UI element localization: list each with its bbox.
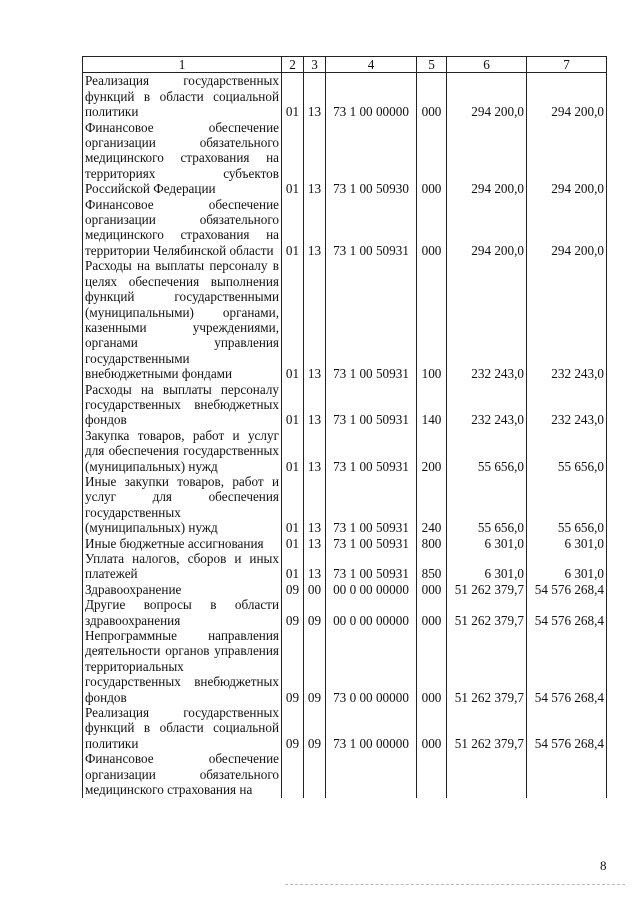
amount-column-7: 54 576 268,4 [527,628,607,705]
column-header: 5 [417,57,447,73]
column-header: 2 [282,57,304,73]
row-description: Здравоохранение [83,582,282,597]
target-article-code: 73 1 00 50931 [326,197,417,259]
section-code: 09 [282,705,304,751]
row-description: Реализация государственных функций в области социальной политики [83,705,282,751]
section-code: 01 [282,428,304,474]
table-row [83,551,607,582]
target-article-code: 73 1 00 50931 [326,474,417,536]
column-header: 3 [304,57,326,73]
table-row [83,628,607,705]
amount-column-7: 232 243,0 [527,382,607,428]
amount-column-6: 232 243,0 [447,382,527,428]
row-description: Закупка товаров, работ и услуг для обеспечения государственных (муниципальных) нужд [83,428,282,474]
subsection-code: 13 [304,382,326,428]
table-row [83,120,607,197]
table-row [83,582,607,597]
target-article-code [326,751,417,797]
amount-column-6 [447,751,527,797]
expense-type-code: 240 [417,474,447,536]
table-row [83,597,607,628]
table-row [83,428,607,474]
column-header: 4 [326,57,417,73]
row-description: Финансовое обеспечение организации обязательного медицинского страхования на территории Челябинской области [83,197,282,259]
column-header: 1 [83,57,282,73]
section-code: 09 [282,597,304,628]
table-row [83,197,607,259]
amount-column-6: 294 200,0 [447,197,527,259]
amount-column-7: 54 576 268,4 [527,582,607,597]
row-description: Финансовое обеспечение организации обязательного медицинского страхования на территориях субъектов Российской Федерации [83,120,282,197]
target-article-code: 73 1 00 50930 [326,120,417,197]
amount-column-7: 55 656,0 [527,428,607,474]
subsection-code [304,751,326,797]
amount-column-6: 55 656,0 [447,428,527,474]
amount-column-6: 232 243,0 [447,258,527,381]
expense-type-code [417,751,447,797]
target-article-code: 73 1 00 50931 [326,536,417,551]
amount-column-7: 6 301,0 [527,551,607,582]
expense-type-code: 800 [417,536,447,551]
expense-type-code: 200 [417,428,447,474]
table-row [83,751,607,797]
amount-column-6: 55 656,0 [447,474,527,536]
target-article-code: 73 1 00 50931 [326,382,417,428]
section-code: 01 [282,536,304,551]
amount-column-6: 51 262 379,7 [447,597,527,628]
section-code: 01 [282,551,304,582]
target-article-code: 73 1 00 50931 [326,551,417,582]
expense-type-code: 140 [417,382,447,428]
expense-type-code: 000 [417,582,447,597]
row-description: Реализация государственных функций в области социальной политики [83,73,282,120]
amount-column-6: 51 262 379,7 [447,582,527,597]
amount-column-7 [527,751,607,797]
section-code: 01 [282,120,304,197]
row-description: Расходы на выплаты персоналу в целях обеспечения выполнения функций государственными (муниципальными) органами, казенными учреждениями, органами управления государственными внебюджетными фондами [83,258,282,381]
page-number: 8 [600,858,607,873]
subsection-code: 13 [304,536,326,551]
target-article-code: 00 0 00 00000 [326,582,417,597]
amount-column-7: 294 200,0 [527,197,607,259]
expense-type-code: 000 [417,197,447,259]
amount-column-7: 294 200,0 [527,120,607,197]
table-row [83,73,607,120]
target-article-code: 00 0 00 00000 [326,597,417,628]
amount-column-6: 6 301,0 [447,536,527,551]
row-description: Непрограммные направления деятельности органов управления территориальных государственных внебюджетных фондов [83,628,282,705]
subsection-code: 13 [304,551,326,582]
amount-column-7: 232 243,0 [527,258,607,381]
table-row [83,536,607,551]
section-code: 09 [282,582,304,597]
subsection-code: 13 [304,120,326,197]
target-article-code: 73 0 00 00000 [326,628,417,705]
amount-column-6: 6 301,0 [447,551,527,582]
target-article-code: 73 1 00 00000 [326,73,417,120]
target-article-code: 73 1 00 50931 [326,258,417,381]
row-description: Уплата налогов, сборов и иных платежей [83,551,282,582]
amount-column-6: 51 262 379,7 [447,628,527,705]
table-row [83,382,607,428]
section-code: 01 [282,474,304,536]
section-code: 09 [282,628,304,705]
column-number-row [83,57,607,73]
amount-column-7: 55 656,0 [527,474,607,536]
expense-type-code: 000 [417,705,447,751]
section-code [282,751,304,797]
expense-type-code: 000 [417,597,447,628]
row-description: Другие вопросы в области здравоохранения [83,597,282,628]
amount-column-6: 51 262 379,7 [447,705,527,751]
section-code: 01 [282,73,304,120]
amount-column-7: 54 576 268,4 [527,705,607,751]
subsection-code: 09 [304,705,326,751]
subsection-code: 00 [304,582,326,597]
row-description: Иные бюджетные ассигнования [83,536,282,551]
subsection-code: 13 [304,474,326,536]
target-article-code: 73 1 00 00000 [326,705,417,751]
subsection-code: 13 [304,258,326,381]
expense-type-code: 000 [417,628,447,705]
budget-table [82,56,607,798]
section-code: 01 [282,258,304,381]
subsection-code: 09 [304,597,326,628]
amount-column-7: 294 200,0 [527,73,607,120]
subsection-code: 13 [304,73,326,120]
column-header: 7 [527,57,607,73]
section-code: 01 [282,197,304,259]
subsection-code: 13 [304,197,326,259]
table-body [83,73,607,798]
amount-column-6: 294 200,0 [447,73,527,120]
subsection-code: 13 [304,428,326,474]
table-row [83,258,607,381]
column-header: 6 [447,57,527,73]
table-row [83,705,607,751]
amount-column-7: 54 576 268,4 [527,597,607,628]
amount-column-7: 6 301,0 [527,536,607,551]
expense-type-code: 000 [417,73,447,120]
table-row [83,474,607,536]
bottom-scan-line [285,884,625,885]
expense-type-code: 850 [417,551,447,582]
row-description: Расходы на выплаты персоналу государственных внебюджетных фондов [83,382,282,428]
amount-column-6: 294 200,0 [447,120,527,197]
row-description: Финансовое обеспечение организации обязательного медицинского страхования на [83,751,282,797]
expense-type-code: 000 [417,120,447,197]
row-description: Иные закупки товаров, работ и услуг для обеспечения государственных (муниципальных) нужд [83,474,282,536]
target-article-code: 73 1 00 50931 [326,428,417,474]
section-code: 01 [282,382,304,428]
subsection-code: 09 [304,628,326,705]
expense-type-code: 100 [417,258,447,381]
